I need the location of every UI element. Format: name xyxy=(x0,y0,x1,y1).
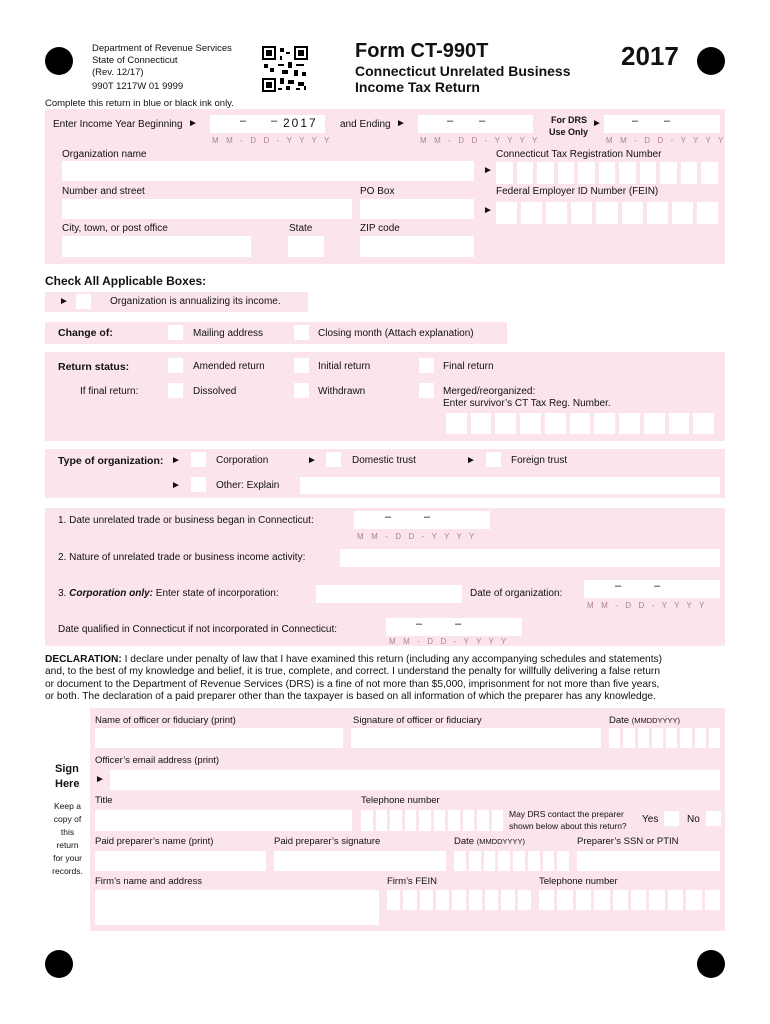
officer-email-label: Officer’s email address (print) xyxy=(95,755,220,766)
other-explain-field[interactable] xyxy=(300,477,720,494)
form-subtitle-2: Income Tax Return xyxy=(355,79,480,95)
po-box-field[interactable] xyxy=(360,199,474,219)
dept-line-1: Department of Revenue Services xyxy=(92,43,232,54)
foreign-trust-checkbox[interactable] xyxy=(486,452,501,467)
firm-name-label: Firm’s name and address xyxy=(95,876,203,887)
domestic-trust-label: Domestic trust xyxy=(352,455,416,466)
officer-signature-field[interactable] xyxy=(351,728,601,748)
officer-email-field[interactable] xyxy=(110,770,720,790)
return-status-label: Return status: xyxy=(58,361,130,373)
preparer-name-field[interactable] xyxy=(95,851,266,871)
date-of-organization-format: M M - D D - Y Y Y Y xyxy=(587,601,707,610)
date-qualified-label: Date qualified in Connecticut if not incorporated in Connecticut: xyxy=(58,624,338,635)
date-of-organization-field[interactable] xyxy=(584,580,720,598)
and-ending-label: and Ending xyxy=(340,119,391,130)
preparer-signature-label: Paid preparer’s signature xyxy=(274,836,381,847)
income-year-end-field[interactable] xyxy=(418,115,533,133)
merged-label-1: Merged/reorganized: xyxy=(443,386,536,397)
begin-year-value: 2017 xyxy=(283,116,318,130)
mailing-address-checkbox[interactable] xyxy=(168,325,183,340)
registration-mark-bottom-left xyxy=(45,950,73,978)
city-field[interactable] xyxy=(62,236,251,257)
keep-copy-note: Keep a copy of this return for your records. xyxy=(52,801,83,876)
street-label: Number and street xyxy=(62,186,145,197)
corporation-checkbox[interactable] xyxy=(191,452,206,467)
qr-code xyxy=(262,46,308,92)
registration-mark-bottom-right xyxy=(697,950,725,978)
tax-year: 2017 xyxy=(621,41,679,71)
fein-label: Federal Employer ID Number (FEIN) xyxy=(496,186,659,197)
date-of-organization-label: Date of organization: xyxy=(470,588,563,599)
end-date-format: M M - D D - Y Y Y Y xyxy=(420,136,540,145)
date-qualified-format: M M - D D - Y Y Y Y xyxy=(389,637,509,646)
arrow-icon: ► xyxy=(466,455,476,466)
contact-yes-checkbox[interactable] xyxy=(664,811,679,826)
telephone-field[interactable] xyxy=(361,810,503,831)
ssn-ptin-field[interactable] xyxy=(577,851,720,871)
no-label: No xyxy=(687,814,700,825)
firm-fein-label: Firm’s FEIN xyxy=(387,876,437,887)
officer-name-label: Name of officer or fiduciary (print) xyxy=(95,715,236,726)
org-dash-2: – xyxy=(654,580,661,592)
line1-dash-1: – xyxy=(385,511,392,523)
check-boxes-heading: Check All Applicable Boxes: xyxy=(45,274,207,288)
withdrawn-checkbox[interactable] xyxy=(294,383,309,398)
firm-name-address-field[interactable] xyxy=(95,890,379,925)
initial-return-label: Initial return xyxy=(318,361,371,372)
amended-return-label: Amended return xyxy=(193,361,265,372)
merged-label-2: Enter survivor’s CT Tax Reg. Number. xyxy=(443,398,611,409)
merged-checkbox[interactable] xyxy=(419,383,434,398)
preparer-date-field[interactable] xyxy=(454,851,569,871)
withdrawn-label: Withdrawn xyxy=(318,386,366,397)
amended-return-checkbox[interactable] xyxy=(168,358,183,373)
telephone-label: Telephone number xyxy=(361,795,440,806)
registration-mark-top-right xyxy=(697,47,725,75)
qual-dash-1: – xyxy=(416,618,423,630)
drs-dash-1: – xyxy=(632,115,639,127)
form-subtitle-1: Connecticut Unrelated Business xyxy=(355,63,571,79)
here-label: Here xyxy=(55,778,80,790)
arrow-icon: ► xyxy=(95,774,105,785)
drs-use-date-field xyxy=(604,115,720,133)
qual-dash-2: – xyxy=(455,618,462,630)
contact-no-checkbox[interactable] xyxy=(706,811,721,826)
drs-date-format: M M - D D - Y Y Y Y xyxy=(606,136,726,145)
arrow-icon: ► xyxy=(483,205,493,216)
city-label: City, town, or post office xyxy=(62,223,168,234)
closing-month-checkbox[interactable] xyxy=(294,325,309,340)
annualizing-checkbox[interactable] xyxy=(76,294,91,309)
title-label: Title xyxy=(95,795,113,806)
end-dash-1: – xyxy=(447,115,454,127)
begin-date-format: M M - D D - Y Y Y Y xyxy=(212,136,332,145)
declaration-text: DECLARATION: I declare under penalty of law that I have examined this return (including any accompanying schedules and statements) and, to the best of my knowledge and belief, it is true, complete, and correct. I understand the penalty for willfully delivering a false return or document to the Department of Revenue Services (DRS) is a fine of not more than $5,000, imprisonment for not more than five years, or both. The declaration of a paid preparer other than the taxpayer is based on all information of which the preparer has any knowledge. xyxy=(45,654,663,702)
line1-dash-2: – xyxy=(424,511,431,523)
org-name-label: Organization name xyxy=(62,149,147,160)
arrow-icon: ► xyxy=(59,296,69,307)
line-2-field[interactable] xyxy=(340,549,720,567)
mailing-address-label: Mailing address xyxy=(193,328,264,339)
yes-label: Yes xyxy=(642,814,659,825)
sign-label: Sign xyxy=(55,763,79,775)
begin-dash-1: – xyxy=(240,115,247,127)
drs-use-label-2: Use Only xyxy=(549,127,589,137)
dept-line-3: (Rev. 12/17) xyxy=(92,67,144,78)
firm-fein-field[interactable] xyxy=(387,890,531,910)
state-label: State xyxy=(289,223,313,234)
corporation-label: Corporation xyxy=(216,455,269,466)
preparer-date-label: Date (MMDDYYYY) xyxy=(454,836,526,847)
other-label: Other: Explain xyxy=(216,480,280,491)
dept-line-4: 990T 1217W 01 9999 xyxy=(92,81,184,92)
arrow-icon: ► xyxy=(483,165,493,176)
foreign-trust-label: Foreign trust xyxy=(511,455,568,466)
ct-reg-label: Connecticut Tax Registration Number xyxy=(496,149,662,160)
survivor-reg-number-field[interactable] xyxy=(446,413,714,434)
initial-return-checkbox[interactable] xyxy=(294,358,309,373)
begin-dash-2: – xyxy=(271,115,278,127)
arrow-icon: ► xyxy=(171,455,181,466)
title-field[interactable] xyxy=(95,810,352,831)
may-contact-label-1: May DRS contact the preparer xyxy=(509,809,624,819)
dept-line-2: State of Connecticut xyxy=(92,55,178,66)
end-dash-2: – xyxy=(479,115,486,127)
firm-telephone-field[interactable] xyxy=(539,890,720,910)
date-qualified-field[interactable] xyxy=(386,618,522,636)
arrow-icon: ► xyxy=(592,118,602,129)
officer-signature-label: Signature of officer or fiduciary xyxy=(353,715,482,726)
org-dash-1: – xyxy=(615,580,622,592)
state-field[interactable] xyxy=(288,236,324,257)
may-contact-label-2: shown below about this return? xyxy=(509,821,627,831)
officer-date-label: Date (MMDDYYYY) xyxy=(609,715,681,726)
arrow-icon: ► xyxy=(171,480,181,491)
registration-mark-top-left xyxy=(45,47,73,75)
arrow-icon: ► xyxy=(307,455,317,466)
fein-field[interactable] xyxy=(496,202,718,224)
ssn-ptin-label: Preparer’s SSN or PTIN xyxy=(577,836,679,847)
zip-field[interactable] xyxy=(360,236,474,257)
arrow-icon: ► xyxy=(188,118,198,129)
zip-label: ZIP code xyxy=(360,223,400,234)
drs-use-label-1: For DRS xyxy=(551,115,587,125)
change-of-label: Change of: xyxy=(58,327,113,339)
final-return-checkbox[interactable] xyxy=(419,358,434,373)
firm-telephone-label: Telephone number xyxy=(539,876,618,887)
officer-name-field[interactable] xyxy=(95,728,343,748)
ink-note: Complete this return in blue or black ink only. xyxy=(45,98,234,109)
line-1-date-format: M M - D D - Y Y Y Y xyxy=(357,532,477,541)
preparer-signature-field[interactable] xyxy=(274,851,446,871)
dissolved-label: Dissolved xyxy=(193,386,237,397)
closing-month-label: Closing month (Attach explanation) xyxy=(318,328,474,339)
preparer-name-label: Paid preparer’s name (print) xyxy=(95,836,214,847)
income-year-label: Enter Income Year Beginning xyxy=(53,119,183,130)
form-title: Form CT-990T xyxy=(355,40,489,62)
org-name-field[interactable] xyxy=(62,161,474,181)
ct-reg-number-field[interactable] xyxy=(496,162,718,184)
line-2-label: 2. Nature of unrelated trade or business income activity: xyxy=(58,552,306,563)
other-checkbox[interactable] xyxy=(191,477,206,492)
if-final-label: If final return: xyxy=(80,386,139,397)
line-1-date-field[interactable] xyxy=(354,511,490,529)
drs-dash-2: – xyxy=(664,115,671,127)
line-3-label: 3. Corporation only: Enter state of incorporation: xyxy=(58,588,279,599)
arrow-icon: ► xyxy=(396,118,406,129)
line-1-label: 1. Date unrelated trade or business began in Connecticut: xyxy=(58,515,314,526)
type-of-org-label: Type of organization: xyxy=(58,455,164,467)
final-return-label: Final return xyxy=(443,361,494,372)
po-box-label: PO Box xyxy=(360,186,395,197)
domestic-trust-checkbox[interactable] xyxy=(326,452,341,467)
state-of-incorporation-field[interactable] xyxy=(316,585,462,603)
annualizing-label: Organization is annualizing its income. xyxy=(110,296,281,307)
officer-date-field[interactable] xyxy=(609,728,720,748)
dissolved-checkbox[interactable] xyxy=(168,383,183,398)
street-field[interactable] xyxy=(62,199,352,219)
